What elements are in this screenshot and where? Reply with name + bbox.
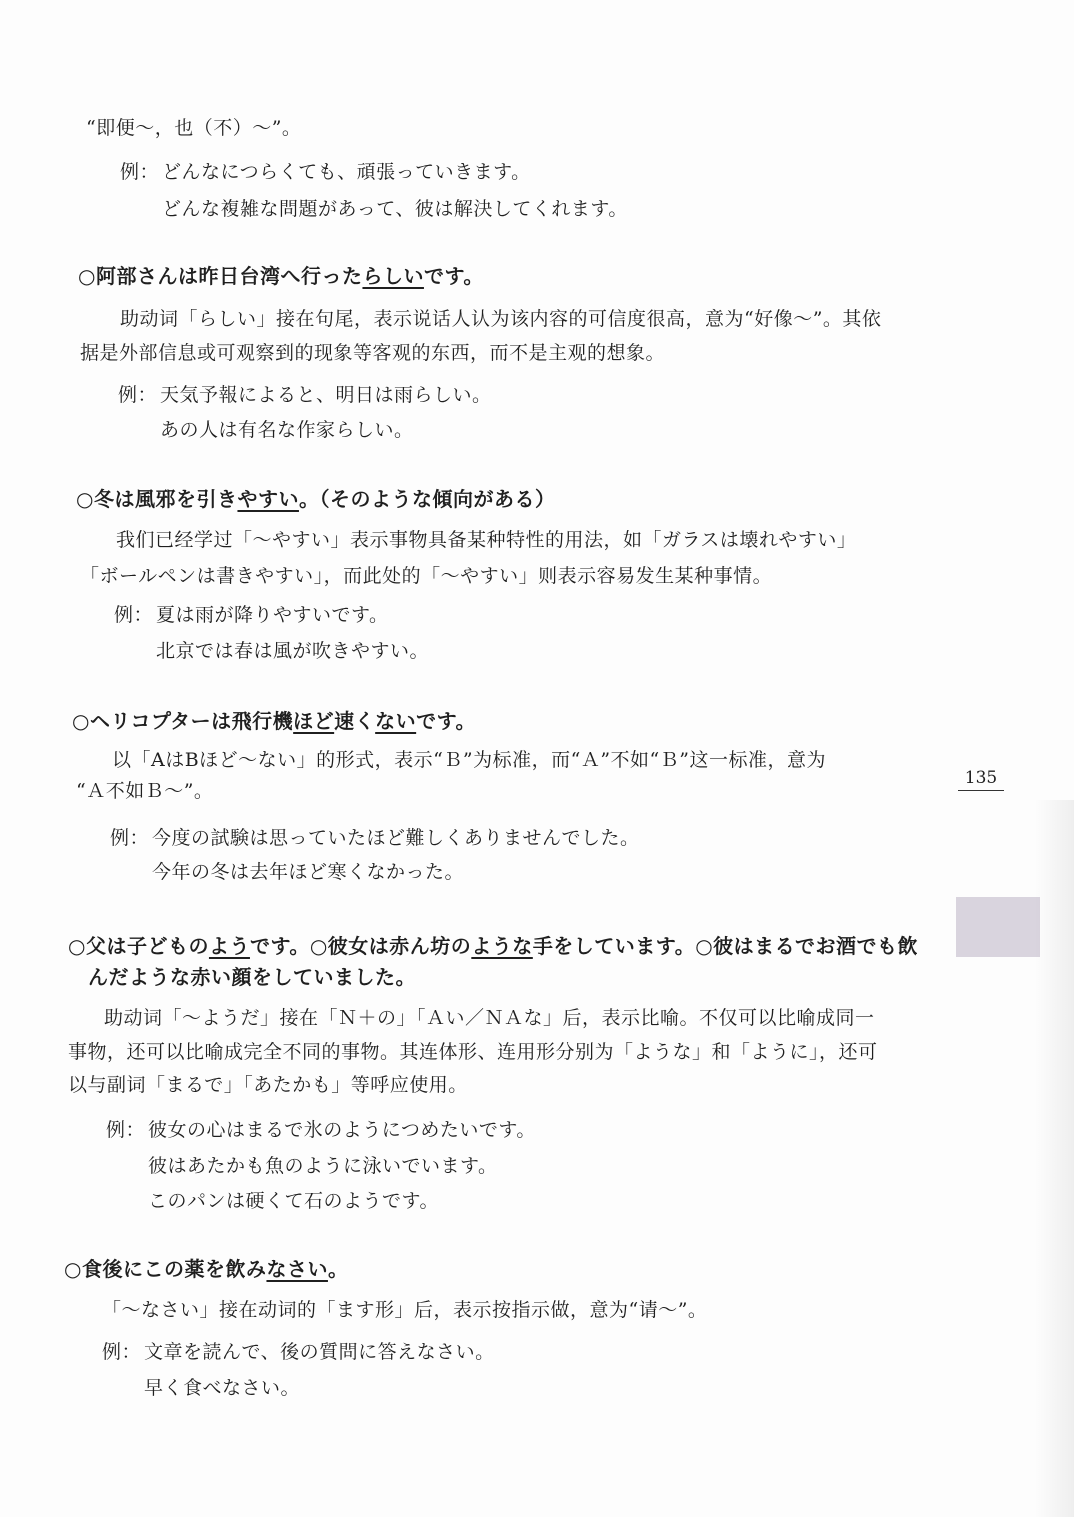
- heading-underlined: よう: [208, 934, 250, 958]
- heading-nasai: [64, 1257, 348, 1281]
- example-label: 例：: [114, 604, 154, 626]
- heading-you-2: んだような赤い顔をしていました。: [88, 965, 416, 989]
- heading-text: です。○彼女は赤ん坊の: [249, 934, 472, 958]
- yasui-desc-1: 我们已经学过「～やすい」表示事物具备某种特性的用法，如「ガラスは壊れやすい」: [116, 529, 857, 551]
- thumb-index-tab: [956, 897, 1040, 957]
- hodo-desc-2: “Ａ不如Ｂ～”。: [76, 780, 214, 802]
- rashii-example-2: あの人は有名な作家らしい。: [160, 419, 414, 441]
- heading-text: ○阿部さんは昨日台湾へ行った: [78, 264, 363, 288]
- example-text: 夏は雨が降りやすいです。: [156, 604, 389, 626]
- example-text: 彼女の心はまるで氷のようにつめたいです。: [148, 1119, 536, 1141]
- nasai-example-1: [102, 1340, 495, 1364]
- you-example-3: このパンは硬くて石のようです。: [148, 1190, 439, 1212]
- heading-you-1: [68, 934, 918, 958]
- heading-yasui: [76, 487, 555, 511]
- example-label: 例：: [118, 384, 158, 406]
- example-label: 例：: [110, 827, 150, 849]
- heading-hodo: [72, 709, 476, 733]
- heading-text: ○ヘリコプターは飛行機: [72, 709, 294, 733]
- heading-text: ○父は子どもの: [68, 934, 209, 958]
- yasui-desc-2: 「ボールペンは書きやすい」，而此处的「～やすい」则表示容易发生某种事情。: [80, 565, 773, 587]
- hodo-desc-1: 以「AはBほど～ない」的形式，表示“Ｂ”为标准，而“Ａ”不如“Ｂ”这一标准，意为: [112, 749, 826, 771]
- example-label: 例：: [102, 1341, 142, 1363]
- page-number: 135: [958, 768, 1004, 791]
- example-text: 今度の試験は思っていたほど難しくありませんでした。: [152, 827, 640, 849]
- heading-text: 。（そのような傾向がある）: [298, 487, 556, 511]
- heading-underlined: らしい: [362, 264, 424, 288]
- intro-example-2: どんな複雑な問題があって、彼は解決してくれます。: [162, 198, 628, 220]
- heading-underlined: なさい: [266, 1257, 328, 1281]
- heading-underlined: ような: [471, 934, 533, 958]
- heading-text: ○冬は風邪を引き: [76, 487, 238, 511]
- heading-underlined: ほど: [293, 709, 335, 733]
- hodo-example-2: 今年の冬は去年ほど寒くなかった。: [152, 861, 465, 883]
- yasui-example-1: [114, 603, 388, 627]
- you-example-2: 彼はあたかも魚のように泳いでいます。: [148, 1155, 498, 1177]
- heading-text: です。: [416, 709, 477, 733]
- example-text: 文章を読んで、後の質問に答えなさい。: [144, 1341, 495, 1363]
- yasui-example-2: 北京では春は風が吹きやすい。: [156, 640, 430, 662]
- rashii-example-1: [118, 383, 492, 407]
- page-edge-shadow: [1034, 800, 1074, 1517]
- you-desc-3: 以与副词「まるで」「あたかも」等呼应使用。: [68, 1074, 468, 1096]
- example-text: どんなにつらくても、頑張っていきます。: [162, 161, 531, 183]
- intro-line: “即便～，也（不）～”。: [86, 117, 302, 139]
- heading-text: 。: [327, 1257, 349, 1281]
- heading-text: です。: [423, 264, 484, 288]
- rashii-desc-2: 据是外部信息或可观察到的现象等客观的东西，而不是主观的想象。: [80, 342, 666, 364]
- intro-example-1: [120, 160, 531, 184]
- you-example-1: [106, 1118, 536, 1142]
- heading-rashii: [78, 264, 484, 288]
- heading-text: 速く: [334, 709, 376, 733]
- heading-underlined: ない: [375, 709, 417, 733]
- heading-text: 手をしています。○彼はまるでお酒でも飲: [532, 934, 918, 958]
- example-label: 例：: [106, 1119, 146, 1141]
- example-text: 天気予報によると、明日は雨らしい。: [160, 384, 492, 406]
- rashii-desc-1: 助动词「らしい」接在句尾，表示说话人认为该内容的可信度很高，意为“好像～”。其依: [120, 308, 882, 330]
- you-desc-2: 事物，还可以比喻成完全不同的事物。其连体形、连用形分别为「ような」和「ように」，还可: [68, 1041, 878, 1063]
- heading-underlined: やすい: [237, 487, 299, 511]
- hodo-example-1: [110, 826, 640, 850]
- heading-text: ○食後にこの薬を飲み: [64, 1257, 267, 1281]
- you-desc-1: 助动词「～ようだ」接在「Ｎ＋の」「Ａい／ＮＡな」后，表示比喻。不仅可以比喻成同一: [104, 1007, 875, 1029]
- nasai-desc-1: 「～なさい」接在动词的「ます形」后，表示按指示做，意为“请～”。: [102, 1299, 708, 1321]
- nasai-example-2: 早く食べなさい。: [144, 1377, 301, 1399]
- example-label: 例：: [120, 161, 160, 183]
